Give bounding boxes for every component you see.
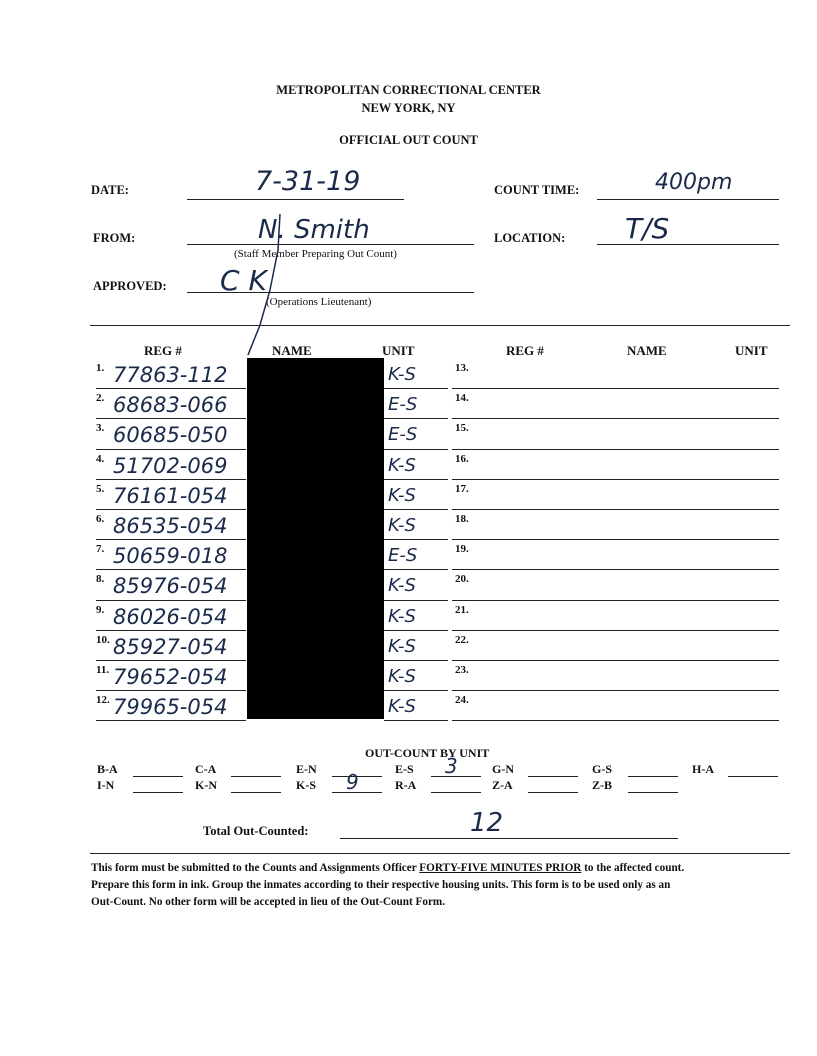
reg-number: 85927-054 xyxy=(113,634,228,659)
total-value: 12 xyxy=(470,808,504,838)
row-line-unit xyxy=(384,539,448,540)
reg-number: 79652-054 xyxy=(113,665,228,689)
row-line-right xyxy=(452,418,779,419)
unit-value: K-S xyxy=(388,575,416,597)
unit-count-line xyxy=(133,776,183,777)
row-line-right xyxy=(452,539,779,540)
count-time-line xyxy=(597,199,779,200)
row-number: 7. xyxy=(96,543,105,556)
row-number: 15. xyxy=(455,422,469,435)
col-reg-left: REG # xyxy=(144,343,182,358)
row-number: 4. xyxy=(96,452,105,465)
location-value: T/S xyxy=(625,212,670,245)
row-line-unit xyxy=(384,690,448,691)
footer-line-3: Out-Count. No other form will be accepted in lieu of the Out-Count Form. xyxy=(91,896,446,908)
row-number: 21. xyxy=(455,603,469,616)
unit-label-z-a: Z-A xyxy=(492,778,513,792)
row-line-unit xyxy=(384,720,448,721)
unit-count-line xyxy=(528,792,578,793)
approved-label: APPROVED: xyxy=(93,279,167,293)
signature-stroke xyxy=(240,210,300,360)
out-count-title: OUT-COUNT BY UNIT xyxy=(365,746,490,760)
row-line-unit xyxy=(384,660,448,661)
unit-count-line xyxy=(628,792,678,793)
row-line-right xyxy=(452,600,779,601)
row-number: 11. xyxy=(96,664,110,676)
row-number: 19. xyxy=(455,543,469,556)
row-number: 12. xyxy=(96,694,110,707)
row-line-right xyxy=(452,509,779,510)
unit-label-k-n: K-N xyxy=(195,778,217,792)
unit-label-e-s: E-S xyxy=(395,762,414,776)
row-number: 16. xyxy=(455,452,469,465)
total-line xyxy=(340,838,678,839)
unit-label-c-a: C-A xyxy=(195,762,217,776)
row-number: 22. xyxy=(455,633,469,646)
col-name-left: NAME xyxy=(272,343,312,358)
reg-number: 86535-054 xyxy=(113,514,228,538)
from-caption: (Staff Member Preparing Out Count) xyxy=(234,248,397,260)
row-line-left xyxy=(96,720,246,721)
footer-deadline: FORTY-FIVE MINUTES PRIOR xyxy=(419,862,582,874)
unit-value: K-S xyxy=(388,666,416,687)
row-line-left xyxy=(96,690,246,691)
row-line-left xyxy=(96,449,246,450)
row-number: 18. xyxy=(455,513,469,525)
total-label: Total Out-Counted: xyxy=(203,824,309,838)
reg-number: 51702-069 xyxy=(113,453,228,478)
row-number: 13. xyxy=(455,362,469,374)
unit-value: K-S xyxy=(388,635,416,657)
unit-label-i-n: I-N xyxy=(97,778,115,792)
unit-value: K-S xyxy=(388,364,416,385)
footer-line-2: Prepare this form in ink. Group the inmates according to their respective housing units. This form is to be used only as an xyxy=(91,879,671,891)
unit-count-line xyxy=(431,792,481,793)
row-line-right xyxy=(452,388,779,389)
reg-number: 86026-054 xyxy=(113,604,228,629)
row-line-right xyxy=(452,449,779,450)
reg-number: 60685-050 xyxy=(113,423,228,448)
row-line-right xyxy=(452,630,779,631)
row-number: 20. xyxy=(455,573,469,586)
unit-count-line xyxy=(231,776,281,777)
unit-value: E-S xyxy=(388,545,418,567)
from-value: N. Smith xyxy=(258,215,370,245)
unit-label-k-s: K-S xyxy=(296,778,317,792)
row-number: 10. xyxy=(96,633,110,646)
row-line-left xyxy=(96,509,246,510)
row-line-unit xyxy=(384,509,448,510)
date-label: DATE: xyxy=(91,183,129,197)
unit-label-h-a: H-A xyxy=(692,762,714,776)
row-number: 3. xyxy=(96,422,105,435)
unit-value: K-S xyxy=(388,454,416,476)
reg-number: 77863-112 xyxy=(113,363,228,387)
row-line-unit xyxy=(384,449,448,450)
location-label: LOCATION: xyxy=(494,231,566,245)
row-line-left xyxy=(96,660,246,661)
row-line-unit xyxy=(384,418,448,419)
unit-count-value: 3 xyxy=(445,754,458,778)
row-line-right xyxy=(452,569,779,570)
unit-value: E-S xyxy=(388,424,418,446)
row-line-unit xyxy=(384,388,448,389)
row-number: 8. xyxy=(96,573,105,586)
unit-count-value: 9 xyxy=(346,770,359,794)
row-number: 23. xyxy=(455,664,469,676)
approved-caption: (Operations Lieutenant) xyxy=(266,296,372,308)
unit-value: K-S xyxy=(388,605,416,627)
reg-number: 68683-066 xyxy=(113,393,228,418)
col-unit-left: UNIT xyxy=(382,343,415,358)
row-number: 14. xyxy=(455,392,469,405)
unit-label-r-a: R-A xyxy=(395,778,417,792)
unit-count-line xyxy=(133,792,183,793)
row-line-unit xyxy=(384,600,448,601)
row-line-unit xyxy=(384,479,448,480)
unit-label-b-a: B-A xyxy=(97,762,118,776)
form-title: OFFICIAL OUT COUNT xyxy=(339,133,478,147)
from-label: FROM: xyxy=(93,231,136,245)
row-line-right xyxy=(452,479,779,480)
row-line-left xyxy=(96,388,246,389)
row-line-left xyxy=(96,569,246,570)
row-number: 24. xyxy=(455,694,469,707)
row-number: 9. xyxy=(96,603,105,616)
approved-value: C K xyxy=(220,264,267,297)
row-line-right xyxy=(452,690,779,691)
reg-number: 85976-054 xyxy=(113,574,228,599)
unit-label-z-b: Z-B xyxy=(592,778,613,792)
unit-count-line xyxy=(528,776,578,777)
row-line-left xyxy=(96,539,246,540)
unit-value: K-S xyxy=(388,484,416,506)
date-value: 7-31-19 xyxy=(255,166,361,197)
footer-line-1b: to the affected count. xyxy=(581,862,685,874)
unit-value: K-S xyxy=(388,515,416,536)
table-top-rule xyxy=(90,325,790,326)
col-name-right: NAME xyxy=(627,343,667,358)
footer-line-1 xyxy=(91,860,791,877)
row-number: 17. xyxy=(455,482,469,495)
count-time-value: 400pm xyxy=(655,170,733,195)
footer-rule xyxy=(90,853,790,854)
footer-line-1a: This form must be submitted to the Counts and Assignments Officer xyxy=(91,862,420,874)
reg-number: 79965-054 xyxy=(113,695,228,720)
footer-notice xyxy=(91,860,791,911)
col-unit-right: UNIT xyxy=(735,343,768,358)
unit-count-line xyxy=(231,792,281,793)
row-line-right xyxy=(452,660,779,661)
row-number: 1. xyxy=(96,362,105,374)
redacted-names xyxy=(247,358,384,719)
unit-label-g-s: G-S xyxy=(592,762,613,776)
reg-number: 50659-018 xyxy=(113,544,228,569)
row-line-unit xyxy=(384,569,448,570)
reg-number: 76161-054 xyxy=(113,483,228,508)
row-line-right xyxy=(452,720,779,721)
row-line-left xyxy=(96,600,246,601)
institution-city: NEW YORK, NY xyxy=(361,101,456,115)
row-line-left xyxy=(96,418,246,419)
count-time-label: COUNT TIME: xyxy=(494,183,580,197)
unit-count-line xyxy=(728,776,778,777)
row-number: 2. xyxy=(96,392,105,405)
unit-label-e-n: E-N xyxy=(296,762,317,776)
date-line xyxy=(187,199,404,200)
row-number: 6. xyxy=(96,513,105,525)
unit-value: E-S xyxy=(388,394,418,416)
unit-label-g-n: G-N xyxy=(492,762,514,776)
row-line-unit xyxy=(384,630,448,631)
unit-value: K-S xyxy=(388,696,416,718)
institution-name: METROPOLITAN CORRECTIONAL CENTER xyxy=(276,83,541,97)
row-line-left xyxy=(96,479,246,480)
col-reg-right: REG # xyxy=(506,343,544,358)
row-line-left xyxy=(96,630,246,631)
unit-count-line xyxy=(628,776,678,777)
row-number: 5. xyxy=(96,482,105,495)
